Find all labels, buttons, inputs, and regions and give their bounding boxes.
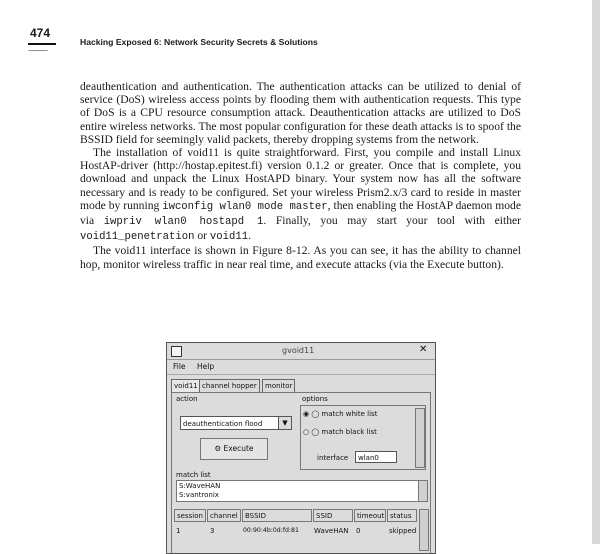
column-header[interactable]: SSID (313, 509, 353, 522)
page-number-ornament: ~~~~~ (28, 46, 48, 55)
radio-selected-icon: ◉ ◯ (303, 410, 322, 418)
match-list-label: match list (176, 471, 211, 479)
action-value: deauthentication flood (183, 420, 263, 428)
column-header[interactable]: BSSID (242, 509, 312, 522)
radio-black-list[interactable] (303, 428, 377, 436)
radio-white-list[interactable] (303, 410, 377, 418)
execute-icon: ⚙ (214, 444, 224, 453)
table-scrollbar[interactable] (419, 509, 429, 551)
tab-monitor[interactable]: monitor (262, 379, 295, 392)
options-group (300, 405, 426, 470)
text-run: The installation of void11 is quite straightforward. First, you compile and install Linux HostAP-driver (http://hostap.epitest.fi) version 0.1.2 or greater. Once that is complete, you download and unpack the Linux HostAPD binary. Your system now has all the software necessary and is ready to be configured. Set your wireless Prism2.x/3 card to reside in master mode by running (80, 146, 521, 212)
paragraph (80, 146, 521, 244)
text-run: , then enabling the HostAP daemon mode via (80, 198, 521, 228)
option-black-label: match black list (321, 428, 377, 436)
table-cell: WaveHAN (314, 527, 349, 535)
menu-help[interactable]: Help (197, 362, 215, 371)
list-item[interactable]: S:WaveHAN (179, 482, 221, 490)
code-span: iwconfig wlan0 mode master (162, 200, 328, 213)
text-run: . (248, 229, 251, 243)
match-list-scrollbar[interactable] (418, 480, 428, 502)
column-header[interactable]: channel (207, 509, 241, 522)
options-label: options (302, 395, 328, 403)
code-span: iwpriv wlan0 hostapd 1 (103, 216, 264, 229)
tab-void11[interactable]: void11 (171, 379, 201, 392)
column-header[interactable]: session (174, 509, 206, 522)
body-text (80, 80, 521, 271)
options-scrollbar[interactable] (415, 408, 425, 468)
match-list[interactable] (176, 480, 426, 502)
menu-file[interactable]: File (173, 362, 186, 371)
page-number: 474 (30, 26, 51, 40)
code-span: void11 (209, 231, 249, 244)
action-label: action (176, 395, 198, 403)
chevron-down-icon: ▼ (278, 417, 291, 429)
page-edge-shadow (592, 0, 600, 544)
page-number-underline (28, 43, 56, 45)
paragraph: deauthentication and authentication. The authentication attacks can be utilized to denial of service (DoS) wireless access points by flooding them with authentication requests. This type of DoS is a CPU resource consumption attack. Deauthentication attacks are utilized to DoS entire wireless networks. The most popular configuration for these death attacks is to spoof the BSSID field for seemingly valid packets, thereby dropping systems from the network. (80, 80, 521, 146)
execute-button[interactable] (200, 438, 268, 460)
code-span: void11_penetration (80, 231, 195, 244)
column-header[interactable]: timeout (354, 509, 386, 522)
table-cell: 00:90:4b:0d:fd:81 (243, 527, 299, 534)
column-header[interactable]: status (387, 509, 417, 522)
table-cell: skipped (389, 527, 417, 535)
option-white-label: match white list (321, 410, 378, 418)
list-item[interactable]: S:vantronix (179, 491, 219, 499)
menu-bar (167, 360, 435, 375)
window-menu-icon[interactable] (171, 346, 182, 357)
action-select[interactable] (180, 416, 292, 430)
text-run: or (194, 229, 210, 243)
gvoid11-window (166, 342, 436, 554)
running-head: Hacking Exposed 6: Network Security Secrets & Solutions (80, 37, 318, 47)
close-icon[interactable]: ✕ (419, 344, 428, 355)
interface-label: interface (317, 454, 349, 462)
table-cell: 0 (356, 527, 361, 535)
tab-panel (171, 392, 431, 554)
window-title: gvoid11 (282, 346, 315, 355)
interface-input[interactable]: wlan0 (355, 451, 397, 463)
execute-label: Execute (223, 444, 254, 453)
table-cell: 3 (210, 527, 215, 535)
paragraph: The void11 interface is shown in Figure 8-12. As you can see, it has the ability to channel hop, monitor wireless traffic in near real time, and execute attacks (via the Execute button). (80, 244, 521, 271)
title-bar (167, 343, 435, 360)
radio-unselected-icon: ○ ◯ (303, 428, 322, 436)
tab-channel-hopper[interactable]: channel hopper (199, 379, 260, 392)
table-cell: 1 (176, 527, 181, 535)
text-run: . Finally, you may start your tool with either (263, 214, 522, 228)
